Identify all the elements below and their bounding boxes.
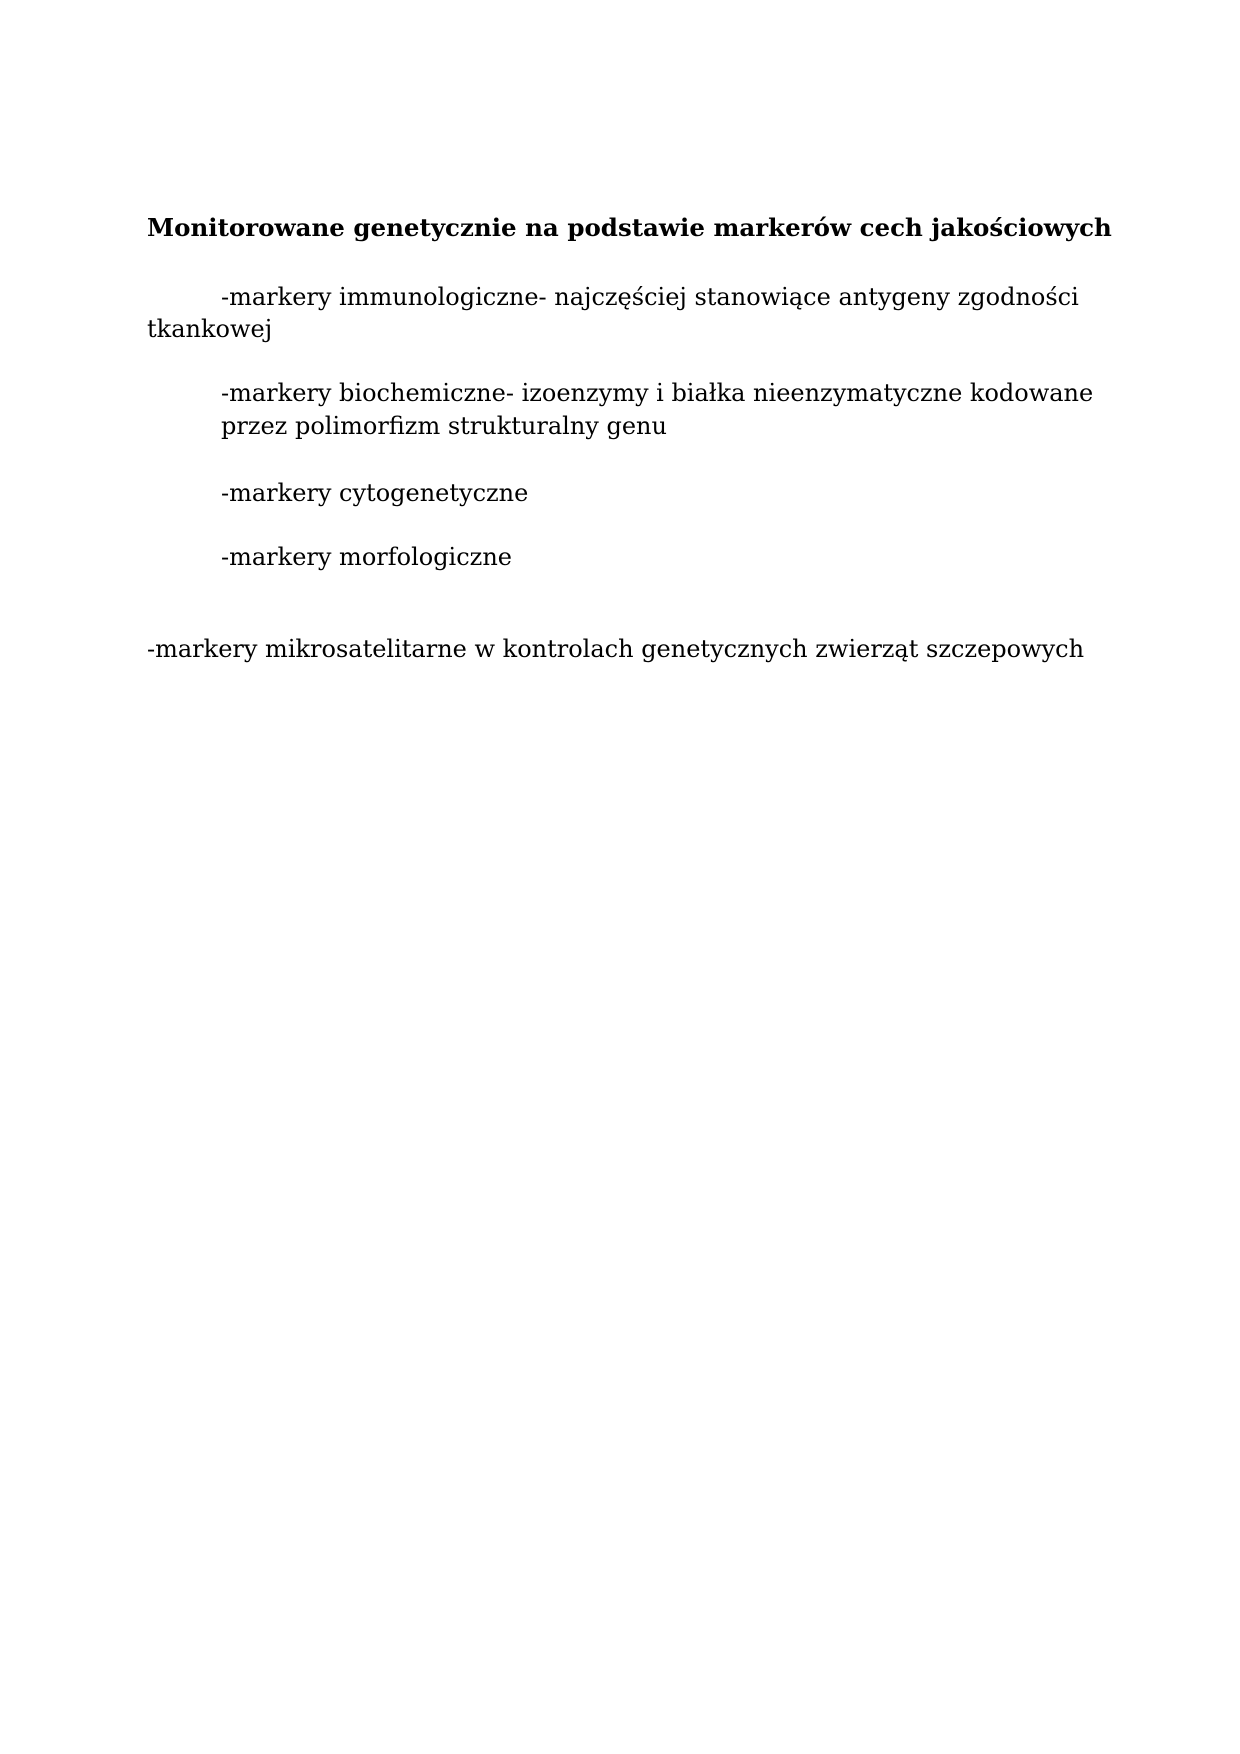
item-immunological-line-1: -markery immunologiczne- najczęściej stanowiące antygeny zgodności xyxy=(221,283,1079,311)
item-immunological-line-2: tkankowej xyxy=(147,315,273,343)
item-biochemical-line-2: przez polimorfizm strukturalny genu xyxy=(221,412,667,440)
item-cytogenetic: -markery cytogenetyczne xyxy=(221,479,529,507)
item-morphological: -markery morfologiczne xyxy=(221,543,512,571)
document-heading: Monitorowane genetycznie na podstawie markerów cech jakościowych xyxy=(147,213,1112,242)
closing-item: -markery mikrosatelitarne w kontrolach genetycznych zwierząt szczepowych xyxy=(147,635,1085,663)
item-biochemical-line-1: -markery biochemiczne- izoenzymy i białka nieenzymatyczne kodowane xyxy=(221,379,1094,407)
